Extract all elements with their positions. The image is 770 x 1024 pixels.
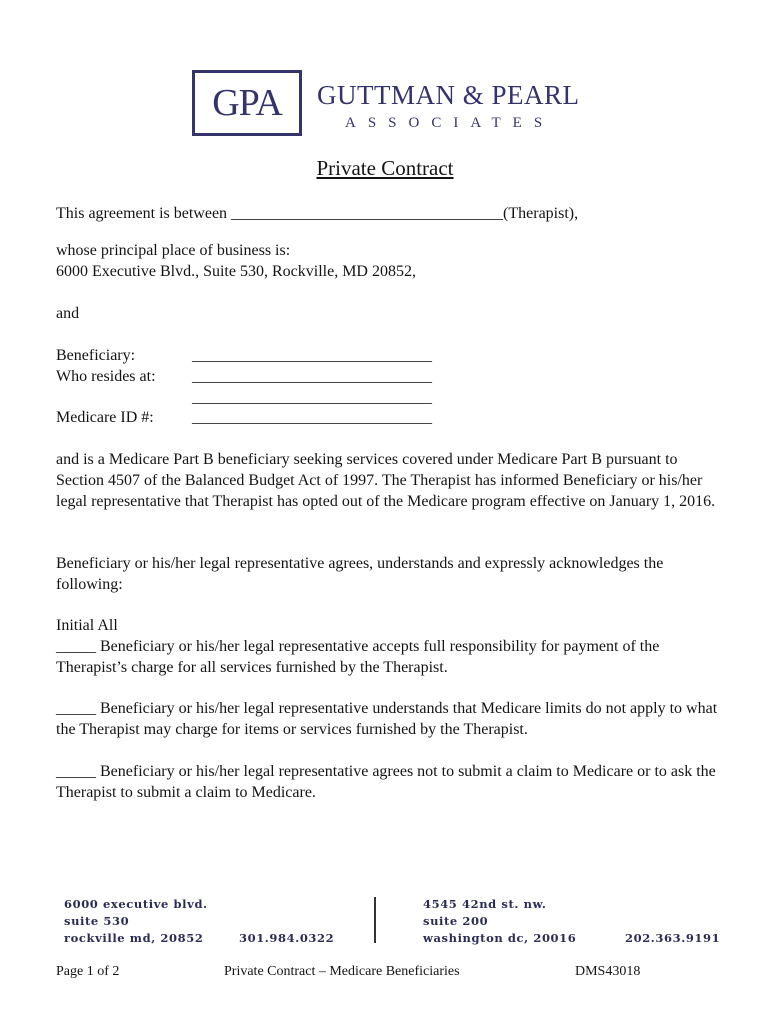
- and-text: and: [56, 305, 80, 322]
- paragraph-opt-out: and is a Medicare Part B beneficiary seeking services covered under Medicare Part B pursuant to Section 4507 of the Balanced Budget Act of 1997. The Therapist has informed Beneficiary or his/her legal representative that Therapist has opted out of the Medicare program effective on January 1, 2016.: [56, 451, 716, 510]
- resides-blank-1: ______________________________: [192, 368, 432, 385]
- footer-right-phone: 202.363.9191: [625, 931, 721, 945]
- resides-label: Who resides at:: [56, 368, 156, 385]
- page-footer-title: Private Contract – Medicare Beneficiaries: [224, 964, 460, 979]
- document-code: DMS43018: [575, 964, 641, 979]
- initial-item-3: _____ Beneficiary or his/her legal representative agrees not to submit a claim to Medicare or to ask the Therapist to submit a claim to Medicare.: [56, 763, 716, 801]
- logo-company-name: GUTTMAN & PEARL: [317, 80, 580, 110]
- footer-left-line3: rockville md, 20852: [64, 931, 204, 945]
- footer-left-phone: 301.984.0322: [239, 931, 335, 945]
- business-label: whose principal place of business is:: [56, 242, 291, 259]
- beneficiary-label: Beneficiary:: [56, 347, 136, 364]
- logo-monogram-box: [192, 70, 302, 136]
- logo-monogram: GPA: [212, 82, 282, 124]
- initial-all-label: Initial All: [56, 617, 118, 634]
- footer-right-address: [423, 896, 576, 947]
- agreement-line: This agreement is between __________________________________(Therapist),: [56, 205, 579, 222]
- footer-left-line1: 6000 executive blvd.: [64, 897, 208, 911]
- page-number: Page 1 of 2: [56, 964, 120, 979]
- paragraph-acknowledges: Beneficiary or his/her legal representative agrees, understands and expressly acknowledges the following:: [56, 555, 664, 593]
- footer-right-line3: washington dc, 20016: [423, 931, 577, 945]
- logo-subtitle: ASSOCIATES: [345, 115, 555, 131]
- resides-blank-2: ______________________________: [192, 389, 432, 406]
- initial-item-1: _____ Beneficiary or his/her legal representative accepts full responsibility for payment of the Therapist’s charge for all services furnished by the Therapist.: [56, 638, 660, 676]
- footer-right-line1: 4545 42nd st. nw.: [423, 897, 547, 911]
- medicare-id-blank: ______________________________: [192, 409, 432, 426]
- business-address: 6000 Executive Blvd., Suite 530, Rockville, MD 20852,: [56, 263, 416, 280]
- document-title: Private Contract: [316, 156, 454, 180]
- footer-divider: [374, 897, 376, 943]
- medicare-id-label: Medicare ID #:: [56, 409, 154, 426]
- footer-right-line2: suite 200: [423, 914, 489, 928]
- footer-left-line2: suite 530: [64, 914, 130, 928]
- beneficiary-blank: ______________________________: [192, 347, 432, 364]
- footer-left-address: [64, 896, 208, 947]
- initial-item-2: _____ Beneficiary or his/her legal representative understands that Medicare limits do not apply to what the Therapist may charge for items or services furnished by the Therapist.: [56, 700, 718, 738]
- company-logo: [192, 70, 592, 140]
